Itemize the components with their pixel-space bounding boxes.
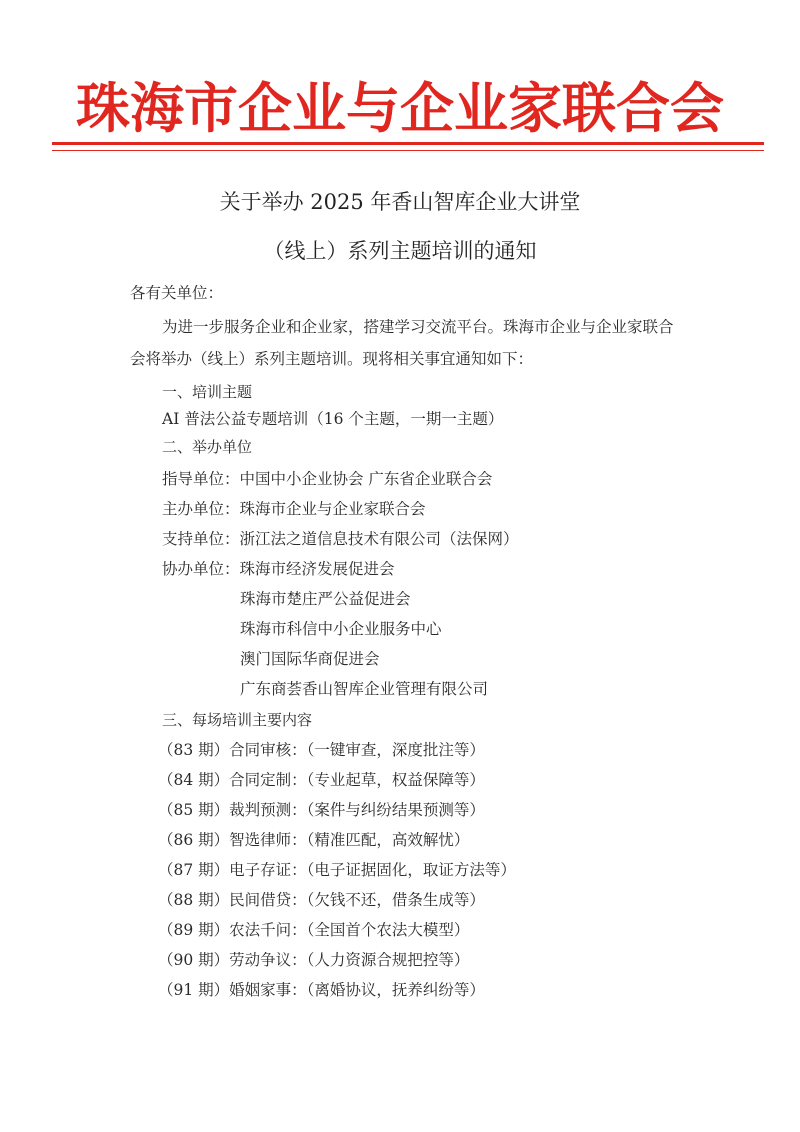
support-unit: 支持单位：浙江法之道信息技术有限公司（法保网） — [162, 530, 519, 548]
section-1-heading: 一、培训主题 — [162, 383, 253, 401]
co-organizer-item: 广东商荟香山智库企业管理有限公司 — [240, 680, 489, 698]
salutation: 各有关单位： — [130, 284, 224, 302]
co-organizer-first: 协办单位：珠海市经济发展促进会 — [162, 560, 395, 578]
co-organizer-item: 珠海市科信中小企业服务中心 — [240, 620, 442, 638]
co-organizer-item: 澳门国际华商促进会 — [240, 650, 380, 668]
letterhead-rule-thin — [52, 150, 764, 151]
session-item: （85 期）裁判预测：（案件与纠纷结果预测等） — [158, 801, 485, 819]
session-item: （87 期）电子存证：（电子证据固化，取证方法等） — [158, 861, 516, 879]
section-2-heading: 二、举办单位 — [162, 438, 253, 456]
session-item: （90 期）劳动争议：（人力资源合规把控等） — [158, 951, 470, 969]
session-item: （91 期）婚姻家事：（离婚协议，抚养纠纷等） — [158, 981, 485, 999]
session-item: （86 期）智选律师：（精准匹配，高效解忧） — [158, 831, 470, 849]
letterhead-rule-thick — [52, 142, 764, 145]
training-topic: AI 普法公益专题培训（16 个主题，一期一主题） — [162, 410, 504, 428]
session-item: （83 期）合同审核：（一键审查，深度批注等） — [158, 741, 485, 759]
section-3-heading: 三、每场培训主要内容 — [162, 711, 313, 729]
notice-title-line-1: 关于举办 2025 年香山智库企业大讲堂 — [219, 190, 581, 214]
intro-paragraph-line-2: 会将举办（线上）系列主题培训。现将相关事宜通知如下： — [130, 350, 534, 368]
notice-title-line-2: （线上）系列主题培训的通知 — [263, 239, 537, 263]
host-unit: 主办单位：珠海市企业与企业家联合会 — [162, 500, 426, 518]
co-organizer-item: 珠海市楚庄严公益促进会 — [240, 590, 411, 608]
session-item: （88 期）民间借贷：（欠钱不还，借条生成等） — [158, 891, 485, 909]
guide-units: 指导单位：中国中小企业协会 广东省企业联合会 — [162, 470, 493, 488]
letterhead-org-name: 珠海市企业与企业家联合会 — [76, 76, 724, 140]
session-item: （84 期）合同定制：（专业起草，权益保障等） — [158, 771, 485, 789]
intro-paragraph-line-1: 为进一步服务企业和企业家，搭建学习交流平台。珠海市企业与企业家联合 — [162, 318, 674, 336]
session-item: （89 期）农法千问：（全国首个农法大模型） — [158, 921, 470, 939]
